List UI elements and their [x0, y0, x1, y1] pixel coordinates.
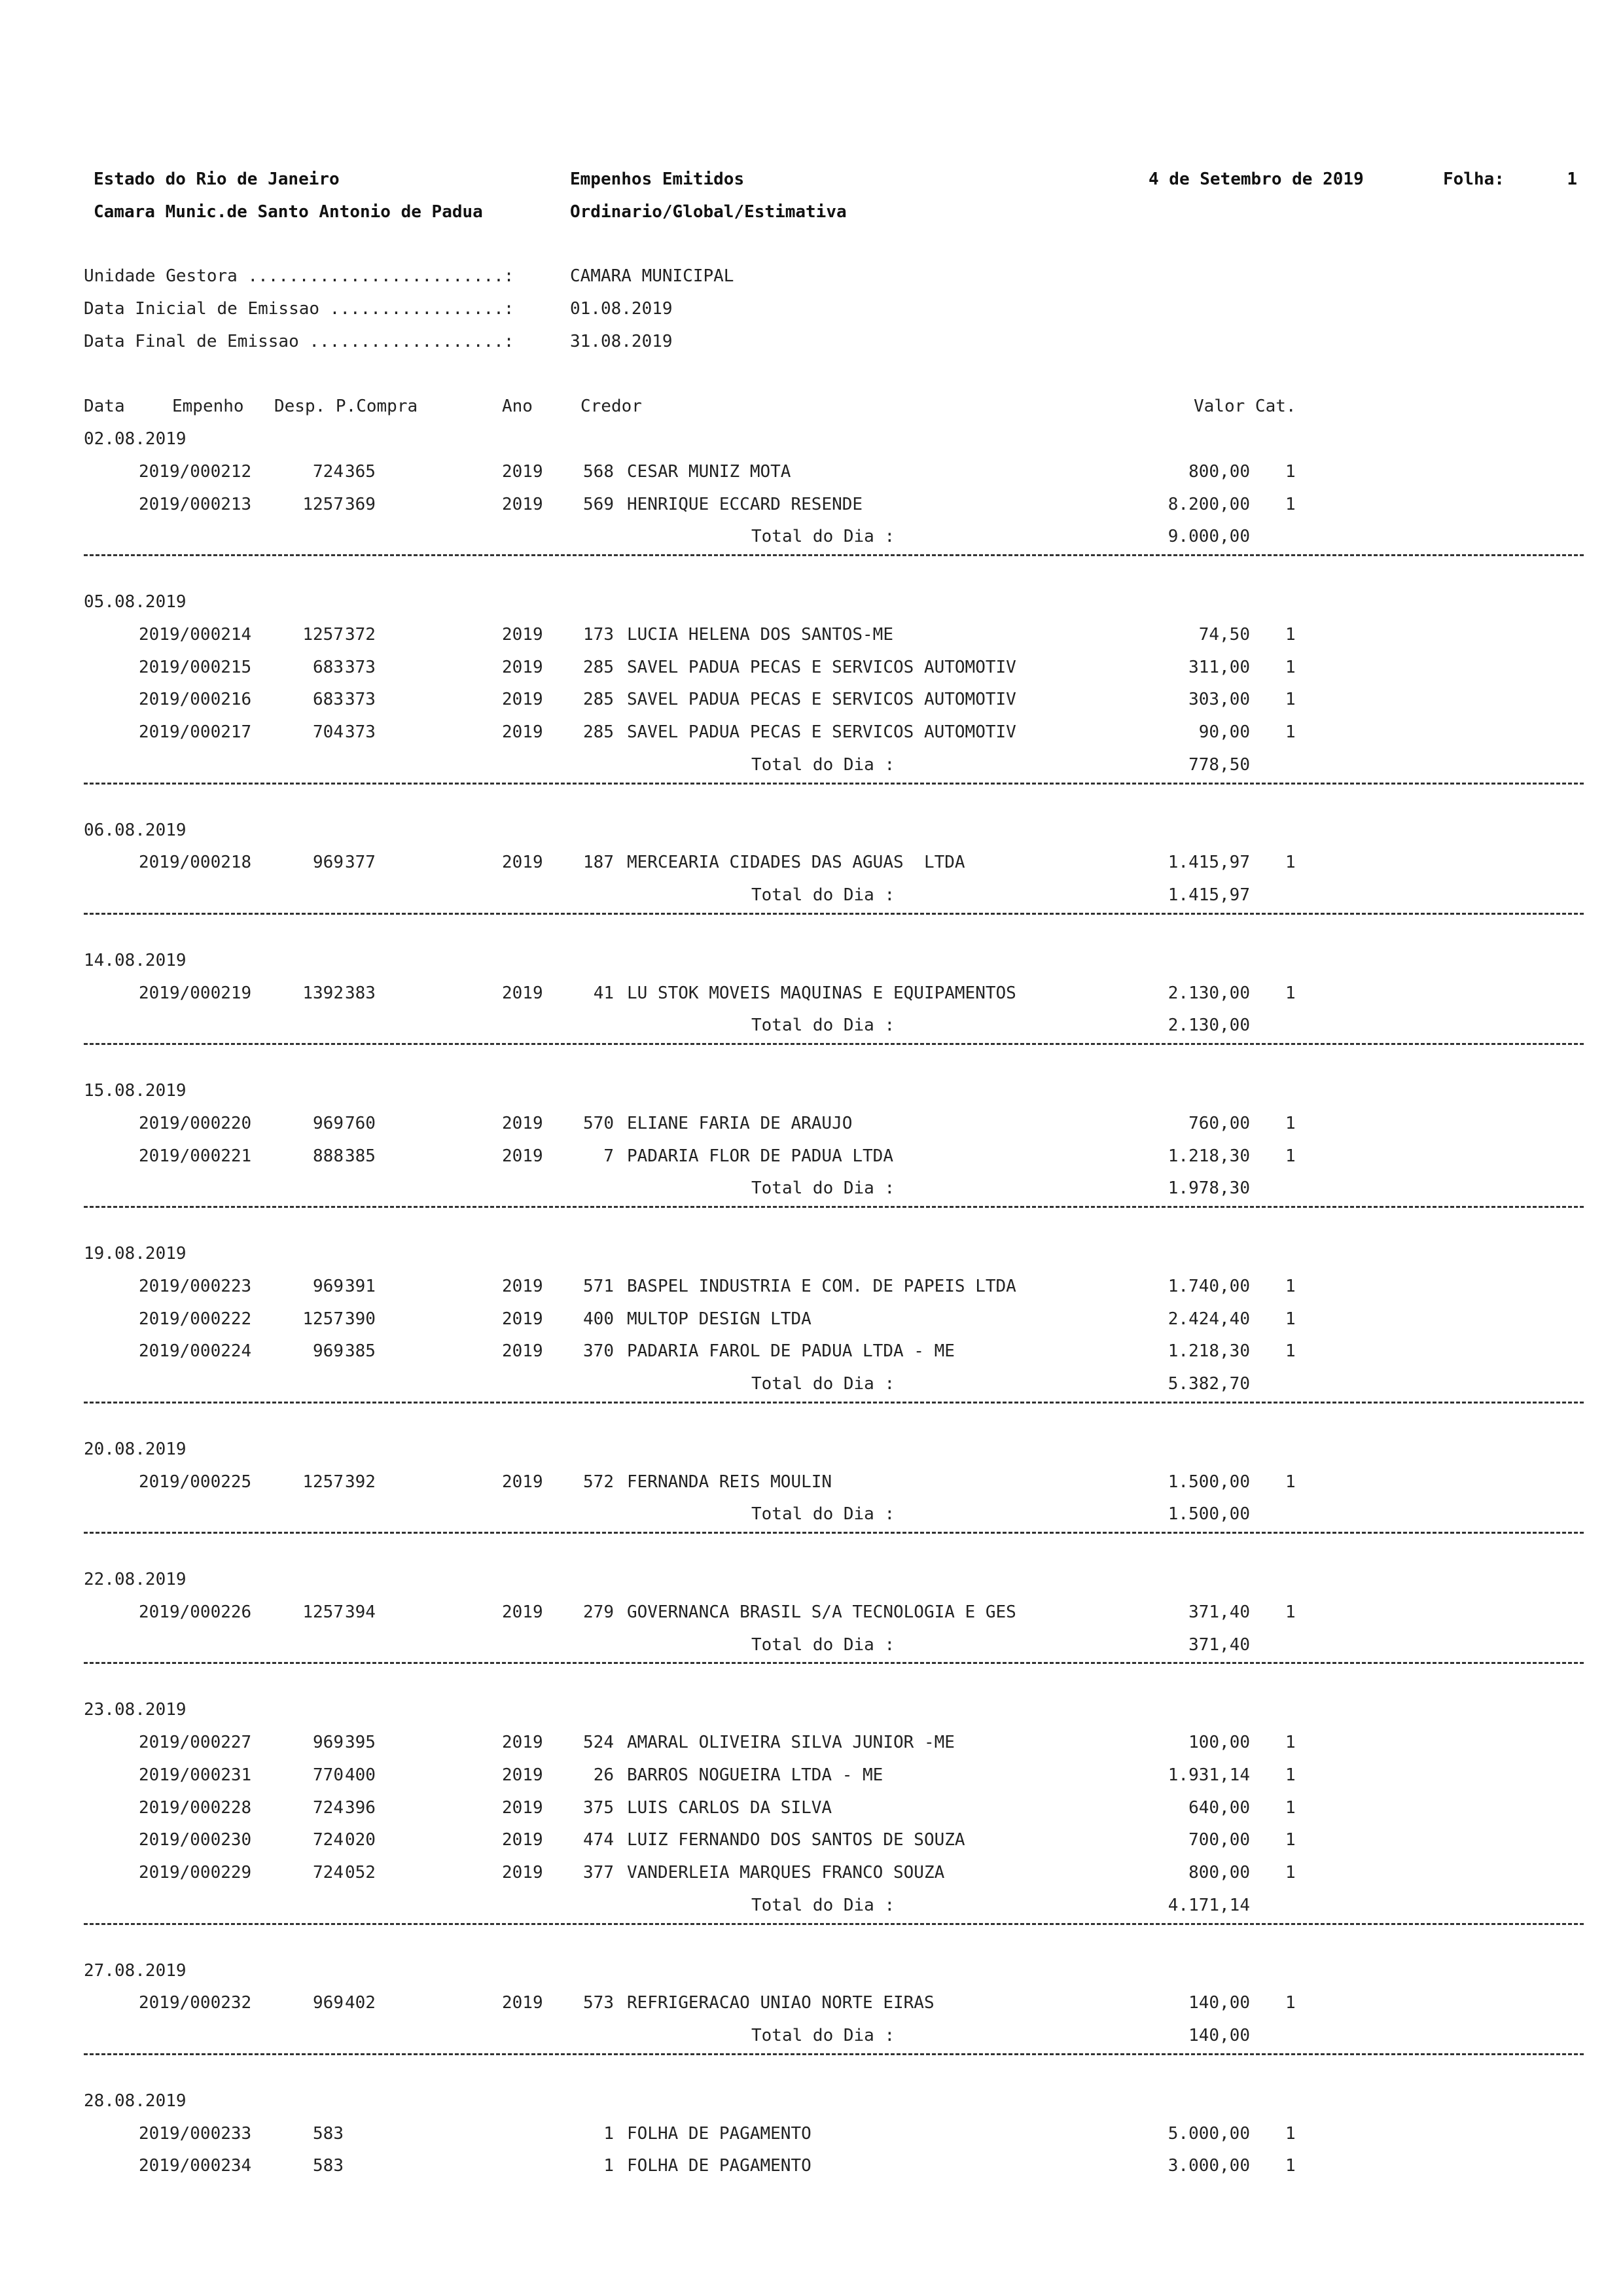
cell-cat: 1: [1285, 1114, 1296, 1133]
cell-pcompra: 365: [345, 462, 376, 482]
cell-cat: 1: [1285, 1830, 1296, 1850]
cell-pcompra: 052: [345, 1863, 376, 1882]
cell-credor-name: CESAR MUNIZ MOTA: [627, 462, 791, 482]
cell-desp: 770: [313, 1765, 344, 1785]
cell-desp: 583: [313, 2124, 344, 2144]
cell-valor: 1.740,00: [1168, 1277, 1250, 1296]
cell-pcompra: 373: [345, 690, 376, 709]
col-header-ano: Ano: [502, 397, 533, 416]
day-total-value: 5.382,70: [1168, 1374, 1250, 1394]
day-total-label: Total do Dia :: [751, 1016, 895, 1035]
cell-empenho: 2019/000231: [139, 1765, 252, 1785]
param-label-data-inicial: Data Inicial de Emissao .................:: [84, 299, 514, 319]
cell-pcompra: 383: [345, 983, 376, 1003]
cell-desp: 583: [313, 2156, 344, 2176]
cell-cat: 1: [1285, 1733, 1296, 1752]
param-label-unidade: Unidade Gestora .........................:: [84, 266, 514, 286]
cell-ano: 2019: [502, 658, 543, 677]
cell-credor-name: FERNANDA REIS MOULIN: [627, 1472, 832, 1492]
cell-valor: 1.500,00: [1168, 1472, 1250, 1492]
day-date: 20.08.2019: [84, 1439, 187, 1459]
cell-credor-name: ELIANE FARIA DE ARAUJO: [627, 1114, 853, 1133]
param-value-unidade: CAMARA MUNICIPAL: [570, 266, 734, 286]
cell-credor-name: HENRIQUE ECCARD RESENDE: [627, 495, 863, 514]
dashed-separator: [84, 913, 1584, 915]
dashed-separator: [84, 554, 1584, 556]
cell-credor-name: PADARIA FLOR DE PADUA LTDA: [627, 1146, 893, 1166]
cell-credor-name: LU STOK MOVEIS MAQUINAS E EQUIPAMENTOS: [627, 983, 1016, 1003]
cell-pcompra: 373: [345, 658, 376, 677]
cell-credor-code: 41: [593, 983, 614, 1003]
cell-desp: 969: [313, 1733, 344, 1752]
cell-valor: 371,40: [1188, 1602, 1250, 1622]
cell-empenho: 2019/000232: [139, 1993, 252, 2013]
cell-desp: 1392: [302, 983, 344, 1003]
cell-cat: 1: [1285, 462, 1296, 482]
cell-credor-code: 279: [583, 1602, 614, 1622]
cell-credor-code: 7: [603, 1146, 614, 1166]
cell-ano: 2019: [502, 1765, 543, 1785]
day-total-label: Total do Dia :: [751, 755, 895, 775]
cell-empenho: 2019/000213: [139, 495, 252, 514]
cell-credor-code: 285: [583, 658, 614, 677]
cell-credor-code: 285: [583, 690, 614, 709]
cell-valor: 2.424,40: [1168, 1309, 1250, 1329]
dashed-separator: [84, 783, 1584, 785]
cell-ano: 2019: [502, 1863, 543, 1882]
sheet-label: Folha:: [1443, 169, 1505, 189]
col-header-desp-pcompra: Desp. P.Compra: [274, 397, 418, 416]
day-date: 05.08.2019: [84, 592, 187, 612]
cell-credor-code: 569: [583, 495, 614, 514]
cell-empenho: 2019/000226: [139, 1602, 252, 1622]
cell-credor-code: 26: [593, 1765, 614, 1785]
cell-ano: 2019: [502, 1309, 543, 1329]
sheet-number: 1: [1567, 169, 1577, 189]
day-total-label: Total do Dia :: [751, 885, 895, 905]
day-date: 22.08.2019: [84, 1570, 187, 1589]
cell-valor: 1.218,30: [1168, 1146, 1250, 1166]
cell-desp: 1257: [302, 495, 344, 514]
cell-cat: 1: [1285, 1863, 1296, 1882]
cell-valor: 74,50: [1198, 625, 1250, 645]
cell-pcompra: 385: [345, 1146, 376, 1166]
report-date: 4 de Setembro de 2019: [1149, 169, 1364, 189]
cell-empenho: 2019/000219: [139, 983, 252, 1003]
cell-desp: 969: [313, 1114, 344, 1133]
cell-credor-name: FOLHA DE PAGAMENTO: [627, 2124, 812, 2144]
cell-credor-code: 285: [583, 722, 614, 742]
day-date: 27.08.2019: [84, 1961, 187, 1981]
dashed-separator: [84, 2053, 1584, 2055]
cell-pcompra: 391: [345, 1277, 376, 1296]
cell-desp: 969: [313, 1277, 344, 1296]
cell-credor-code: 572: [583, 1472, 614, 1492]
cell-desp: 969: [313, 1993, 344, 2013]
cell-empenho: 2019/000220: [139, 1114, 252, 1133]
cell-ano: 2019: [502, 1733, 543, 1752]
cell-valor: 760,00: [1188, 1114, 1250, 1133]
cell-credor-code: 474: [583, 1830, 614, 1850]
dashed-separator: [84, 1402, 1584, 1404]
cell-cat: 1: [1285, 1277, 1296, 1296]
cell-valor: 1.931,14: [1168, 1765, 1250, 1785]
cell-credor-code: 573: [583, 1993, 614, 2013]
cell-empenho: 2019/000230: [139, 1830, 252, 1850]
day-total-label: Total do Dia :: [751, 527, 895, 546]
cell-desp: 724: [313, 1863, 344, 1882]
cell-desp: 1257: [302, 1602, 344, 1622]
cell-valor: 5.000,00: [1168, 2124, 1250, 2144]
day-date: 15.08.2019: [84, 1081, 187, 1101]
cell-cat: 1: [1285, 658, 1296, 677]
cell-credor-name: LUCIA HELENA DOS SANTOS-ME: [627, 625, 893, 645]
cell-cat: 1: [1285, 1765, 1296, 1785]
day-total-value: 2.130,00: [1168, 1016, 1250, 1035]
day-date: 02.08.2019: [84, 429, 187, 449]
day-total-value: 371,40: [1188, 1635, 1250, 1655]
day-date: 06.08.2019: [84, 821, 187, 840]
dashed-separator: [84, 1206, 1584, 1208]
cell-empenho: 2019/000222: [139, 1309, 252, 1329]
cell-pcompra: 760: [345, 1114, 376, 1133]
cell-empenho: 2019/000223: [139, 1277, 252, 1296]
cell-pcompra: 020: [345, 1830, 376, 1850]
day-total-label: Total do Dia :: [751, 1635, 895, 1655]
cell-empenho: 2019/000233: [139, 2124, 252, 2144]
col-header-valor-cat: Valor Cat.: [1194, 397, 1296, 416]
cell-cat: 1: [1285, 1602, 1296, 1622]
cell-desp: 1257: [302, 1309, 344, 1329]
cell-desp: 704: [313, 722, 344, 742]
cell-ano: 2019: [502, 1830, 543, 1850]
cell-valor: 640,00: [1188, 1798, 1250, 1818]
cell-valor: 3.000,00: [1168, 2156, 1250, 2176]
param-value-data-inicial: 01.08.2019: [570, 299, 673, 319]
cell-empenho: 2019/000221: [139, 1146, 252, 1166]
day-total-label: Total do Dia :: [751, 1178, 895, 1198]
cell-credor-name: GOVERNANCA BRASIL S/A TECNOLOGIA E GES: [627, 1602, 1016, 1622]
cell-desp: 683: [313, 690, 344, 709]
cell-cat: 1: [1285, 1146, 1296, 1166]
cell-ano: 2019: [502, 722, 543, 742]
day-total-value: 4.171,14: [1168, 1896, 1250, 1915]
day-total-value: 1.978,30: [1168, 1178, 1250, 1198]
cell-pcompra: 373: [345, 722, 376, 742]
cell-ano: 2019: [502, 853, 543, 872]
cell-valor: 90,00: [1198, 722, 1250, 742]
cell-cat: 1: [1285, 625, 1296, 645]
cell-valor: 1.218,30: [1168, 1341, 1250, 1361]
cell-credor-code: 1: [603, 2124, 614, 2144]
cell-credor-code: 173: [583, 625, 614, 645]
cell-pcompra: 400: [345, 1765, 376, 1785]
cell-empenho: 2019/000228: [139, 1798, 252, 1818]
cell-credor-name: PADARIA FAROL DE PADUA LTDA - ME: [627, 1341, 955, 1361]
day-date: 14.08.2019: [84, 951, 187, 970]
cell-valor: 2.130,00: [1168, 983, 1250, 1003]
cell-ano: 2019: [502, 1341, 543, 1361]
cell-credor-name: VANDERLEIA MARQUES FRANCO SOUZA: [627, 1863, 945, 1882]
cell-ano: 2019: [502, 625, 543, 645]
cell-pcompra: 377: [345, 853, 376, 872]
cell-valor: 100,00: [1188, 1733, 1250, 1752]
cell-credor-name: AMARAL OLIVEIRA SILVA JUNIOR -ME: [627, 1733, 955, 1752]
cell-desp: 969: [313, 853, 344, 872]
header-state: Estado do Rio de Janeiro: [94, 169, 340, 189]
day-date: 23.08.2019: [84, 1700, 187, 1720]
col-header-data: Data: [84, 397, 125, 416]
day-total-value: 1.415,97: [1168, 885, 1250, 905]
day-date: 19.08.2019: [84, 1244, 187, 1263]
cell-desp: 1257: [302, 1472, 344, 1492]
cell-credor-code: 370: [583, 1341, 614, 1361]
cell-valor: 1.415,97: [1168, 853, 1250, 872]
cell-credor-code: 570: [583, 1114, 614, 1133]
cell-credor-name: BARROS NOGUEIRA LTDA - ME: [627, 1765, 883, 1785]
report-subtitle: Ordinario/Global/Estimativa: [570, 202, 847, 222]
cell-valor: 140,00: [1188, 1993, 1250, 2013]
cell-desp: 683: [313, 658, 344, 677]
cell-cat: 1: [1285, 722, 1296, 742]
cell-pcompra: 394: [345, 1602, 376, 1622]
cell-cat: 1: [1285, 495, 1296, 514]
cell-cat: 1: [1285, 2124, 1296, 2144]
cell-credor-code: 377: [583, 1863, 614, 1882]
day-total-value: 140,00: [1188, 2026, 1250, 2045]
cell-desp: 969: [313, 1341, 344, 1361]
cell-desp: 724: [313, 462, 344, 482]
cell-credor-name: BASPEL INDUSTRIA E COM. DE PAPEIS LTDA: [627, 1277, 1016, 1296]
cell-credor-name: LUIZ FERNANDO DOS SANTOS DE SOUZA: [627, 1830, 965, 1850]
cell-desp: 1257: [302, 625, 344, 645]
cell-pcompra: 402: [345, 1993, 376, 2013]
day-total-value: 9.000,00: [1168, 527, 1250, 546]
cell-desp: 724: [313, 1798, 344, 1818]
day-total-value: 1.500,00: [1168, 1504, 1250, 1524]
cell-credor-name: SAVEL PADUA PECAS E SERVICOS AUTOMOTIV: [627, 690, 1016, 709]
cell-pcompra: 385: [345, 1341, 376, 1361]
cell-valor: 311,00: [1188, 658, 1250, 677]
day-total-value: 778,50: [1188, 755, 1250, 775]
cell-empenho: 2019/000216: [139, 690, 252, 709]
cell-cat: 1: [1285, 1472, 1296, 1492]
cell-ano: 2019: [502, 1277, 543, 1296]
cell-empenho: 2019/000215: [139, 658, 252, 677]
cell-credor-name: FOLHA DE PAGAMENTO: [627, 2156, 812, 2176]
cell-empenho: 2019/000234: [139, 2156, 252, 2176]
cell-credor-name: SAVEL PADUA PECAS E SERVICOS AUTOMOTIV: [627, 658, 1016, 677]
report-title: Empenhos Emitidos: [570, 169, 745, 189]
cell-pcompra: 369: [345, 495, 376, 514]
cell-ano: 2019: [502, 1993, 543, 2013]
cell-ano: 2019: [502, 1472, 543, 1492]
cell-valor: 303,00: [1188, 690, 1250, 709]
cell-credor-code: 187: [583, 853, 614, 872]
cell-empenho: 2019/000229: [139, 1863, 252, 1882]
cell-credor-code: 375: [583, 1798, 614, 1818]
cell-credor-code: 568: [583, 462, 614, 482]
cell-cat: 1: [1285, 853, 1296, 872]
param-value-data-final: 31.08.2019: [570, 332, 673, 351]
cell-ano: 2019: [502, 462, 543, 482]
cell-ano: 2019: [502, 983, 543, 1003]
dashed-separator: [84, 1662, 1584, 1664]
cell-empenho: 2019/000227: [139, 1733, 252, 1752]
cell-credor-name: REFRIGERACAO UNIAO NORTE EIRAS: [627, 1993, 935, 2013]
cell-credor-name: LUIS CARLOS DA SILVA: [627, 1798, 832, 1818]
cell-pcompra: 390: [345, 1309, 376, 1329]
cell-desp: 724: [313, 1830, 344, 1850]
cell-cat: 1: [1285, 1341, 1296, 1361]
day-total-label: Total do Dia :: [751, 1896, 895, 1915]
cell-ano: 2019: [502, 495, 543, 514]
dashed-separator: [84, 1532, 1584, 1534]
cell-pcompra: 395: [345, 1733, 376, 1752]
cell-empenho: 2019/000224: [139, 1341, 252, 1361]
dashed-separator: [84, 1043, 1584, 1045]
cell-credor-name: MERCEARIA CIDADES DAS AGUAS LTDA: [627, 853, 965, 872]
cell-empenho: 2019/000225: [139, 1472, 252, 1492]
cell-pcompra: 372: [345, 625, 376, 645]
cell-cat: 1: [1285, 2156, 1296, 2176]
cell-cat: 1: [1285, 983, 1296, 1003]
cell-ano: 2019: [502, 1798, 543, 1818]
cell-credor-code: 524: [583, 1733, 614, 1752]
cell-desp: 888: [313, 1146, 344, 1166]
cell-valor: 800,00: [1188, 1863, 1250, 1882]
dashed-separator: [84, 1923, 1584, 1925]
param-label-data-final: Data Final de Emissao ...................:: [84, 332, 514, 351]
cell-valor: 8.200,00: [1168, 495, 1250, 514]
day-total-label: Total do Dia :: [751, 2026, 895, 2045]
cell-ano: 2019: [502, 690, 543, 709]
cell-valor: 700,00: [1188, 1830, 1250, 1850]
cell-cat: 1: [1285, 1309, 1296, 1329]
day-total-label: Total do Dia :: [751, 1374, 895, 1394]
cell-credor-code: 571: [583, 1277, 614, 1296]
cell-cat: 1: [1285, 1798, 1296, 1818]
header-org: Camara Munic.de Santo Antonio de Padua: [94, 202, 483, 222]
cell-empenho: 2019/000217: [139, 722, 252, 742]
cell-valor: 800,00: [1188, 462, 1250, 482]
cell-empenho: 2019/000218: [139, 853, 252, 872]
day-total-label: Total do Dia :: [751, 1504, 895, 1524]
cell-empenho: 2019/000214: [139, 625, 252, 645]
cell-credor-name: MULTOP DESIGN LTDA: [627, 1309, 812, 1329]
cell-pcompra: 392: [345, 1472, 376, 1492]
cell-credor-code: 1: [603, 2156, 614, 2176]
cell-ano: 2019: [502, 1114, 543, 1133]
cell-ano: 2019: [502, 1146, 543, 1166]
day-date: 28.08.2019: [84, 2091, 187, 2111]
col-header-empenho: Empenho: [172, 397, 244, 416]
cell-cat: 1: [1285, 690, 1296, 709]
cell-empenho: 2019/000212: [139, 462, 252, 482]
cell-ano: 2019: [502, 1602, 543, 1622]
cell-credor-name: SAVEL PADUA PECAS E SERVICOS AUTOMOTIV: [627, 722, 1016, 742]
col-header-credor: Credor: [580, 397, 642, 416]
cell-credor-code: 400: [583, 1309, 614, 1329]
cell-pcompra: 396: [345, 1798, 376, 1818]
cell-cat: 1: [1285, 1993, 1296, 2013]
